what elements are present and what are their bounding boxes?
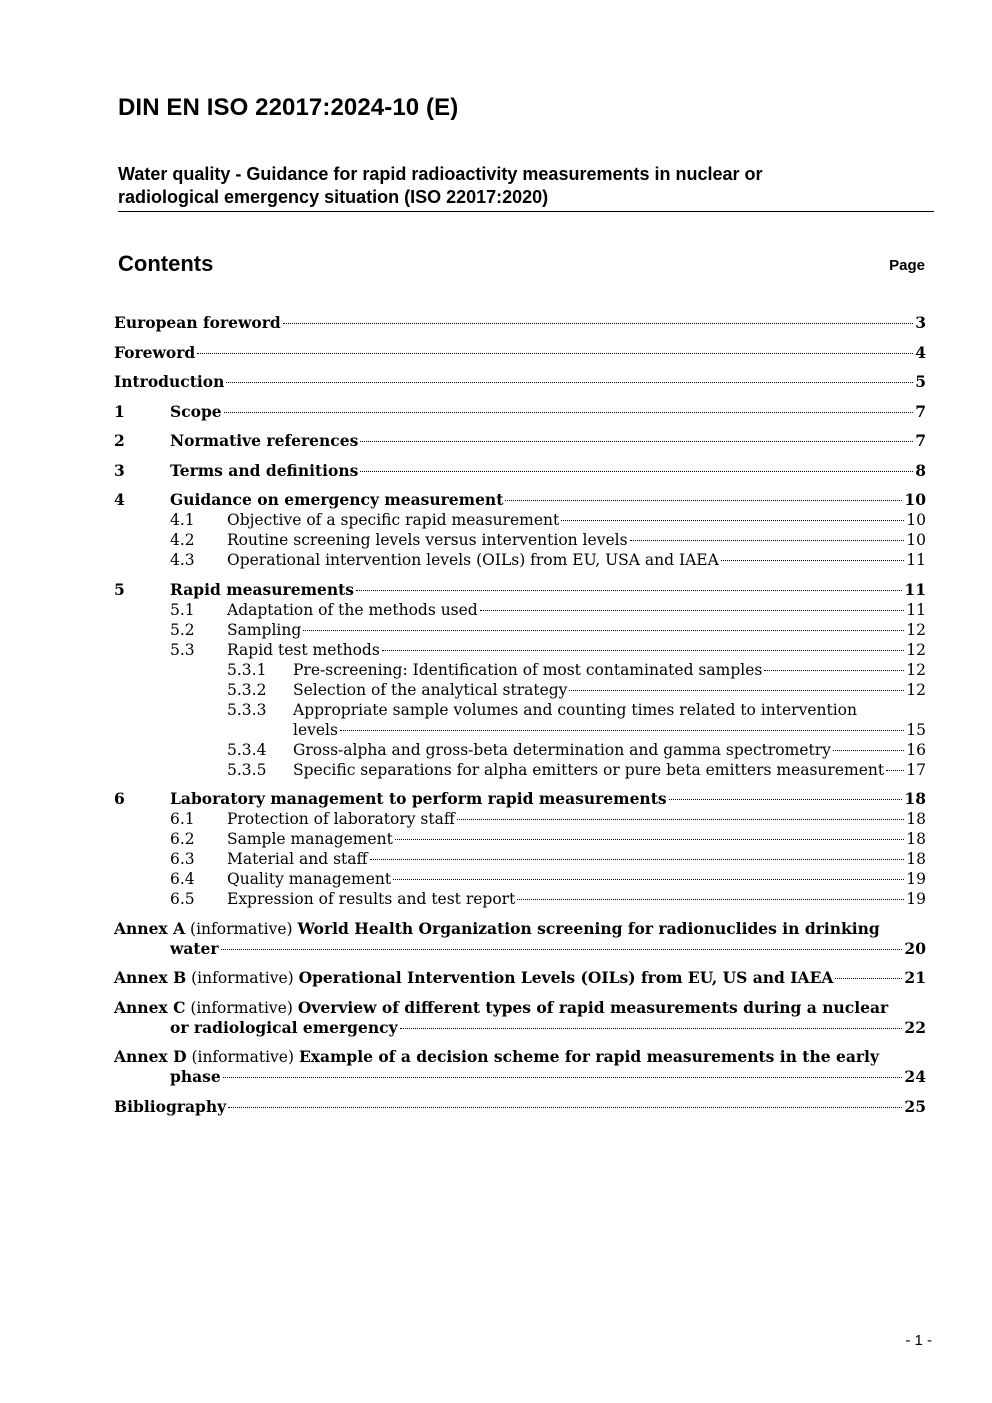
toc-page: 20 [904,938,926,958]
annex-title: Example of a decision scheme for rapid measurements in the early [298,1047,879,1066]
toc-label: Laboratory management to perform rapid measurements [170,789,667,808]
toc-label: Rapid measurements [170,579,354,599]
toc-label: Introduction [114,372,225,391]
annex-prefix: Annex A [114,918,186,938]
toc-label: Selection of the analytical strategy [293,680,568,699]
toc-number: 5 [114,579,125,599]
toc-page: 18 [906,810,926,828]
toc-entry-4-3[interactable] [114,550,926,570]
annex-informative: (informative) [186,1048,299,1066]
toc-entry-rapid-measurements[interactable] [114,580,926,600]
toc-label-continued: levels [293,720,338,739]
toc-entry-bibliography[interactable] [114,1097,926,1117]
dot-leader [833,750,904,751]
toc-number: 1 [114,401,125,421]
annex-title-continued: phase [170,1067,221,1086]
toc-entry-5-3-1[interactable] [114,660,926,680]
toc-label: Normative references [170,431,359,450]
dot-leader [561,520,904,521]
annex-title: Operational Intervention Levels (OILs) from EU, US and IAEA [298,968,834,987]
toc-entry-foreword[interactable] [114,343,926,363]
toc-entry-introduction[interactable] [114,372,926,392]
toc-number: 5.1 [170,600,195,619]
toc-number: 4.3 [170,551,195,569]
annex-title: Overview of different types of rapid measurements during a nuclear [297,997,889,1017]
toc-number: 2 [114,431,125,450]
toc-label: Objective of a specific rapid measurement [227,511,560,529]
toc-label: Expression of results and test report [227,890,516,908]
toc-entry-annex-a[interactable] [114,919,926,959]
annex-title: World Health Organization screening for radionuclides in drinking [297,918,880,938]
annex-prefix: Annex D [114,1047,187,1066]
toc-page: 25 [904,1096,926,1116]
toc-label: Terms and definitions [170,460,359,480]
toc-entry-5-3-3[interactable] [114,700,926,740]
dot-leader [505,500,902,501]
toc-entry-laboratory-management[interactable] [114,789,926,809]
toc-label: Pre-screening: Identification of most contaminated samples [293,660,763,679]
toc-entry-6-5[interactable] [114,889,926,909]
toc-entry-5-1[interactable] [114,600,926,620]
annex-prefix: Annex C [114,997,186,1017]
toc-label: Specific separations for alpha emitters or pure beta emitters measurement [293,760,885,779]
toc-entry-4-2[interactable] [114,530,926,550]
toc-page: 8 [915,460,926,480]
dot-leader [356,590,902,591]
dot-leader [360,471,913,472]
dot-leader [226,382,913,383]
toc-page: 12 [906,680,926,699]
document-title: DIN EN ISO 22017:2024-10 (E) [118,94,459,121]
dot-leader [283,323,913,324]
toc-label: Scope [170,401,222,421]
toc-label: Adaptation of the methods used [227,600,478,619]
dot-leader [569,690,904,691]
toc-entry-5-3[interactable] [114,640,926,660]
dot-leader [721,560,904,561]
toc-label: Protection of laboratory staff [227,810,455,828]
dot-leader [395,839,904,840]
dot-leader [340,730,904,731]
toc-page: 22 [904,1017,926,1037]
dot-leader [228,1107,902,1108]
footer-page-number: - 1 - [905,1332,932,1349]
toc-page: 18 [904,789,926,808]
toc-entry-6-1[interactable] [114,809,926,829]
dot-leader [223,1077,903,1078]
toc-page: 11 [906,600,926,619]
toc-number: 6.3 [170,850,195,868]
toc-entry-5-3-2[interactable] [114,680,926,700]
toc-number: 5.3.2 [227,680,267,699]
toc-label: Guidance on emergency measurement [170,490,504,509]
dot-leader [393,879,904,880]
toc-number: 6.4 [170,870,195,888]
toc-page: 11 [904,579,926,599]
toc-entry-annex-d[interactable] [114,1047,926,1087]
toc-entry-6-4[interactable] [114,869,926,889]
toc-number: 4.2 [170,531,195,549]
toc-number: 5.3.4 [227,740,267,759]
annex-informative: (informative) [185,998,298,1017]
toc-page: 18 [906,830,926,848]
dot-leader [886,770,904,771]
toc-number: 6.5 [170,890,195,908]
dot-leader [764,670,904,671]
toc-label: European foreword [114,313,281,332]
toc-page: 10 [904,490,926,509]
annex-title-continued: water [170,938,219,958]
toc-number: 4.1 [170,511,195,529]
table-of-contents [114,313,926,1117]
toc-entry-5-2[interactable] [114,620,926,640]
annex-informative: (informative) [185,919,298,938]
dot-leader [480,610,905,611]
toc-entry-4-1[interactable] [114,510,926,530]
subtitle-line-2: radiological emergency situation (ISO 22017:2020) [118,187,549,207]
toc-entry-5-3-4[interactable] [114,740,926,760]
toc-page: 12 [906,660,926,679]
toc-page: 16 [906,740,926,759]
toc-entry-scope[interactable] [114,402,926,422]
toc-number: 6.2 [170,830,195,848]
toc-label: Quality management [227,870,392,888]
toc-page: 15 [906,720,926,739]
toc-entry-6-3[interactable] [114,849,926,869]
toc-label: Foreword [114,342,196,362]
dot-leader [669,799,903,800]
toc-label: Sample management [227,830,393,848]
toc-label: Operational intervention levels (OILs) from EU, USA and IAEA [227,551,719,569]
contents-heading: Contents [118,251,214,276]
toc-label: Sampling [227,620,302,639]
toc-label: Bibliography [114,1096,227,1116]
toc-entry-european-foreword[interactable] [114,313,926,333]
toc-entry-guidance-emergency[interactable] [114,490,926,510]
toc-number: 3 [114,460,125,480]
toc-page: 7 [915,401,926,421]
toc-entry-terms-definitions[interactable] [114,461,926,481]
page-column-heading: Page [889,257,925,274]
toc-entry-5-3-5[interactable] [114,760,926,780]
toc-page: 12 [906,620,926,639]
toc-page: 3 [915,313,926,332]
annex-informative: (informative) [186,969,299,987]
dot-leader [517,899,904,900]
dot-leader [303,630,904,631]
dot-leader [224,412,914,413]
toc-page: 4 [915,342,926,362]
toc-page: 18 [906,850,926,868]
toc-number: 4 [114,490,125,509]
toc-page: 17 [906,760,926,779]
toc-number: 5.3.1 [227,660,267,679]
toc-number: 6 [114,789,125,808]
toc-page: 5 [915,372,926,391]
toc-page: 21 [904,968,926,987]
toc-page: 19 [906,890,926,908]
toc-label: Appropriate sample volumes and counting times related to intervention [293,700,857,719]
dot-leader [360,441,913,442]
toc-entry-annex-c[interactable] [114,998,926,1038]
dot-leader [835,978,902,979]
dot-leader [382,650,904,651]
toc-entry-6-2[interactable] [114,829,926,849]
toc-page: 7 [915,431,926,450]
toc-number: 6.1 [170,810,195,828]
toc-number: 5.3 [170,640,195,659]
dot-leader [370,859,905,860]
toc-label: Routine screening levels versus intervention levels [227,531,628,549]
toc-number: 5.3.3 [227,700,267,719]
dot-leader [400,1028,903,1029]
toc-entry-normative-references[interactable] [114,431,926,451]
document-subtitle [118,163,934,212]
dot-leader [197,353,913,354]
toc-page: 12 [906,640,926,659]
toc-entry-annex-b[interactable] [114,968,926,988]
toc-page: 11 [906,551,926,569]
toc-label: Material and staff [227,850,368,868]
dot-leader [221,949,903,950]
toc-page: 10 [906,511,926,529]
toc-page: 19 [906,870,926,888]
toc-number: 5.2 [170,620,195,639]
annex-title-continued: or radiological emergency [170,1017,398,1037]
toc-page: 24 [904,1067,926,1086]
toc-number: 5.3.5 [227,760,267,779]
toc-page: 10 [906,531,926,549]
dot-leader [457,819,904,820]
toc-label: Gross-alpha and gross-beta determination and gamma spectrometry [293,740,831,759]
subtitle-line-1: Water quality - Guidance for rapid radioactivity measurements in nuclear or [118,164,763,184]
annex-prefix: Annex B [114,968,187,987]
dot-leader [630,540,905,541]
toc-label: Rapid test methods [227,640,380,659]
